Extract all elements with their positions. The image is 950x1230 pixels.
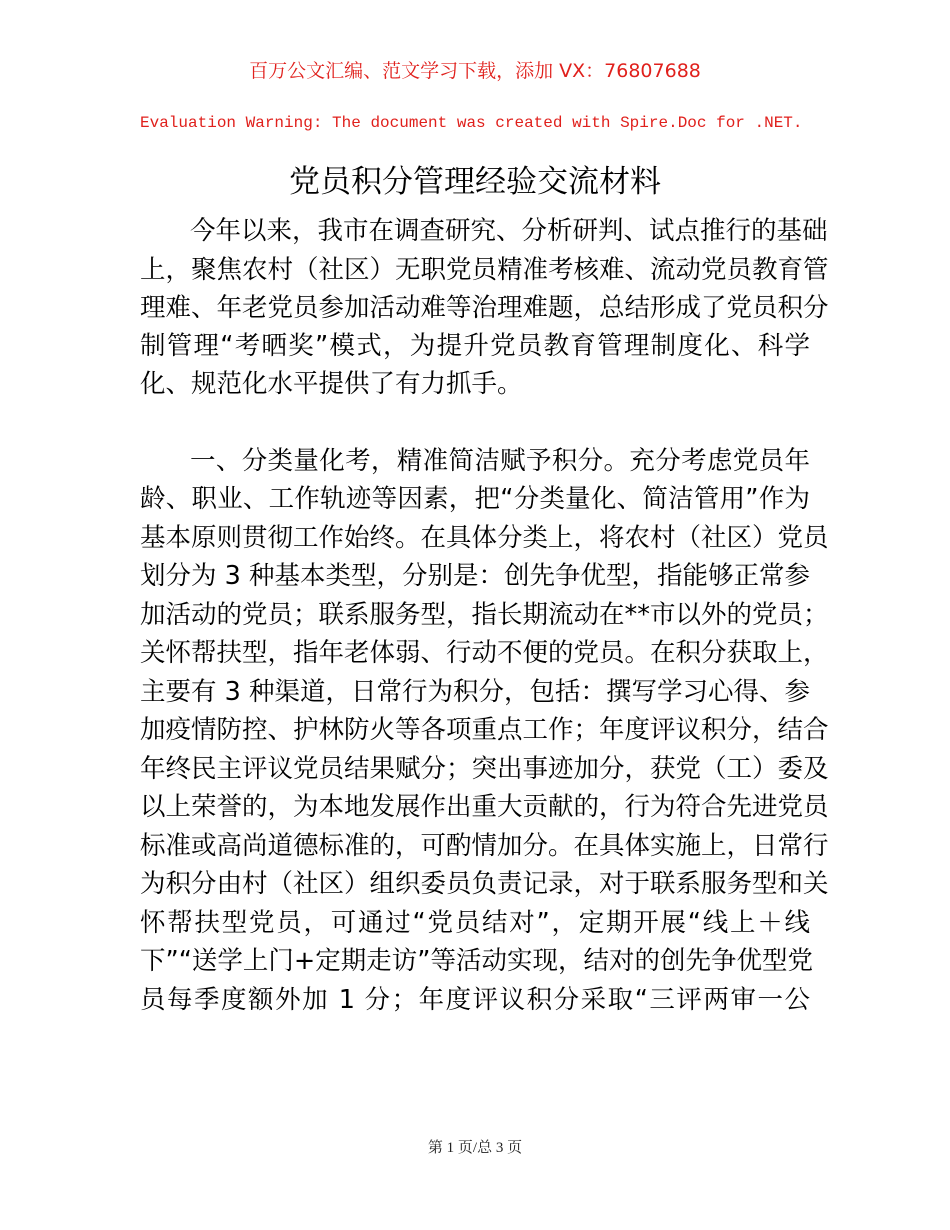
- paragraph-line: 上，聚焦农村（社区）无职党员精准考核难、流动党员教育管: [140, 255, 829, 285]
- paragraph-line: 怀帮扶型党员，可通过“党员结对”，定期开展“线上＋线: [140, 908, 810, 938]
- paragraph-line: 标准或高尚道德标准的，可酌情加分。在具体实施上，日常行: [140, 831, 829, 861]
- page-footer: 第 1 页/总 3 页: [427, 1140, 523, 1156]
- paragraph-line: 今年以来，我市在调查研究、分析研判、试点推行的基础: [190, 216, 828, 246]
- paragraph-line: 下”“送学上门+定期走访”等活动实现，结对的创先争优型党: [140, 946, 813, 976]
- document-title: 党员积分管理经验交流材料: [289, 164, 661, 200]
- paragraph-line: 理难、年老党员参加活动难等治理难题，总结形成了党员积分: [140, 293, 829, 323]
- paragraph-line: 以上荣誉的，为本地发展作出重大贡献的，行为符合先进党员: [140, 792, 829, 822]
- paragraph-line: 基本原则贯彻工作始终。在具体分类上，将农村（社区）党员: [140, 523, 829, 553]
- paragraph-line: 化、规范化水平提供了有力抓手。: [140, 369, 523, 399]
- header-banner: 百万公文汇编、范文学习下载，添加 VX：76807688: [249, 60, 701, 82]
- paragraph-line: 关怀帮扶型，指年老体弱、行动不便的党员。在积分获取上，: [140, 638, 829, 668]
- evaluation-warning: Evaluation Warning: The document was created with Spire.Doc for .NET.: [140, 114, 803, 132]
- paragraph-line: 加疫情防控、护林防火等各项重点工作；年度评议积分，结合: [140, 715, 829, 745]
- paragraph-line: 龄、职业、工作轨迹等因素，把“分类量化、简洁管用”作为: [140, 484, 810, 514]
- paragraph-line: 制管理“考晒奖”模式，为提升党员教育管理制度化、科学: [140, 331, 810, 361]
- paragraph-line: 一、分类量化考，精准简洁赋予积分。充分考虑党员年: [190, 446, 810, 476]
- paragraph-line: 主要有 3 种渠道，日常行为积分，包括：撰写学习心得、参: [140, 677, 810, 707]
- paragraph-line: 员每季度额外加 1 分；年度评议积分采取“三评两审一公: [140, 985, 810, 1015]
- paragraph-line: 划分为 3 种基本类型，分别是：创先争优型，指能够正常参: [140, 561, 810, 591]
- paragraph-line: 年终民主评议党员结果赋分；突出事迹加分，获党（工）委及: [140, 754, 829, 784]
- paragraph-line: 为积分由村（社区）组织委员负责记录，对于联系服务型和关: [140, 869, 829, 899]
- paragraph-line: 加活动的党员；联系服务型，指长期流动在**市以外的党员；: [140, 600, 829, 630]
